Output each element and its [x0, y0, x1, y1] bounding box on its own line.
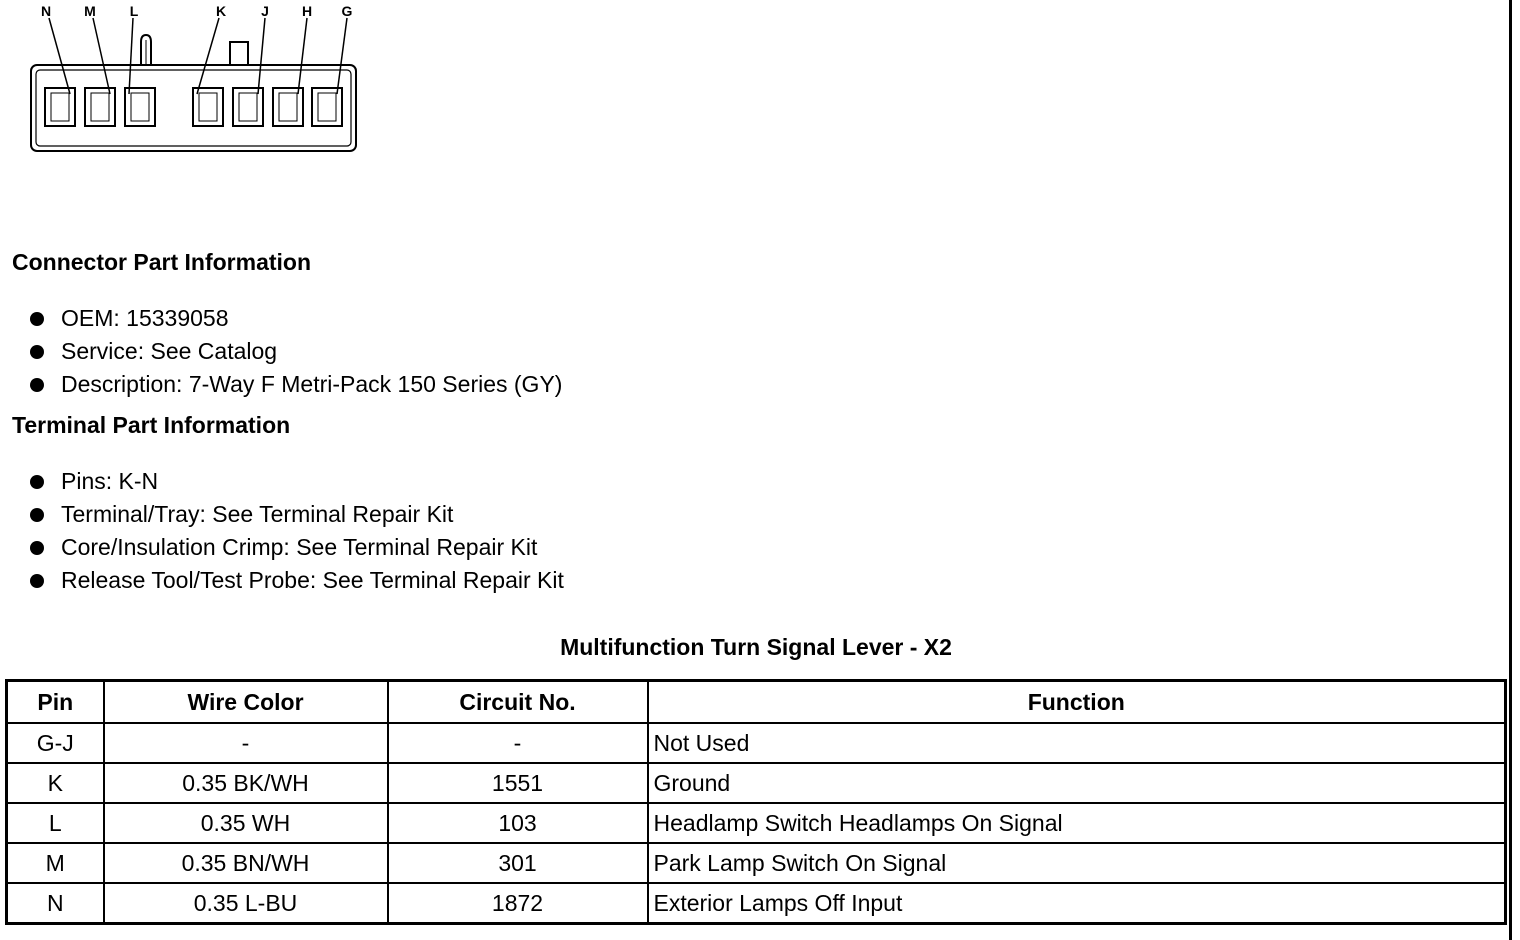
bullet-icon	[30, 312, 44, 326]
cell-wire-color: 0.35 WH	[104, 803, 388, 843]
column-header-pin: Pin	[7, 681, 104, 724]
bullet-icon	[30, 475, 44, 489]
list-item-text: Terminal/Tray: See Terminal Repair Kit	[61, 501, 454, 527]
list-item	[30, 531, 564, 564]
column-header-circuit-no: Circuit No.	[388, 681, 648, 724]
table-row	[7, 803, 1506, 843]
cell-wire-color: 0.35 L-BU	[104, 883, 388, 924]
list-item-text: Release Tool/Test Probe: See Terminal Repair Kit	[61, 567, 564, 593]
column-header-wire-color: Wire Color	[104, 681, 388, 724]
cell-function: Not Used	[648, 723, 1506, 763]
page-right-border	[1509, 0, 1512, 940]
list-item	[30, 335, 562, 368]
table-row	[7, 843, 1506, 883]
cell-function: Ground	[648, 763, 1506, 803]
cell-function: Park Lamp Switch On Signal	[648, 843, 1506, 883]
bullet-icon	[30, 541, 44, 555]
terminal-part-info-heading: Terminal Part Information	[12, 412, 291, 438]
pin-label-l: L	[129, 3, 139, 19]
table-row	[7, 763, 1506, 803]
column-header-function: Function	[648, 681, 1506, 724]
leader-n	[49, 18, 70, 94]
leader-g	[337, 18, 347, 94]
list-item	[30, 465, 564, 498]
leader-h	[298, 18, 307, 94]
cell-pin: K	[7, 763, 104, 803]
pin-label-n: N	[40, 3, 52, 19]
pin-label-g: G	[341, 3, 353, 19]
cell-circuit-no: 301	[388, 843, 648, 883]
list-item	[30, 302, 562, 335]
cell-pin: N	[7, 883, 104, 924]
cell-function: Headlamp Switch Headlamps On Signal	[648, 803, 1506, 843]
pin-label-j: J	[261, 3, 269, 19]
cell-pin: G-J	[7, 723, 104, 763]
cell-circuit-no: -	[388, 723, 648, 763]
cell-circuit-no: 103	[388, 803, 648, 843]
table-row	[7, 883, 1506, 924]
list-item	[30, 564, 564, 597]
table-row	[7, 723, 1506, 763]
list-item	[30, 368, 562, 401]
leader-l	[129, 18, 133, 94]
connector-part-info-list	[30, 302, 562, 401]
bullet-icon	[30, 345, 44, 359]
cell-pin: M	[7, 843, 104, 883]
bullet-icon	[30, 574, 44, 588]
list-item-text: Description: 7-Way F Metri-Pack 150 Series (GY)	[61, 371, 563, 397]
leader-j	[258, 18, 265, 94]
list-item-text: Service: See Catalog	[61, 338, 278, 364]
pin-label-h: H	[301, 3, 313, 19]
table-header-row	[7, 681, 1506, 724]
cell-function: Exterior Lamps Off Input	[648, 883, 1506, 924]
cell-pin: L	[7, 803, 104, 843]
pin-label-k: K	[215, 3, 227, 19]
list-item	[30, 498, 564, 531]
leader-k	[197, 18, 219, 94]
pin-label-m: M	[84, 3, 96, 19]
cell-circuit-no: 1551	[388, 763, 648, 803]
cell-wire-color: -	[104, 723, 388, 763]
list-item-text: Core/Insulation Crimp: See Terminal Repair Kit	[61, 534, 538, 560]
terminal-part-info-list	[30, 465, 564, 597]
bullet-icon	[30, 378, 44, 392]
cell-circuit-no: 1872	[388, 883, 648, 924]
cell-wire-color: 0.35 BN/WH	[104, 843, 388, 883]
connector-part-info-heading: Connector Part Information	[12, 249, 312, 275]
pinout-table	[5, 679, 1507, 925]
leader-m	[93, 18, 110, 94]
list-item-text: OEM: 15339058	[61, 305, 229, 331]
cell-wire-color: 0.35 BK/WH	[104, 763, 388, 803]
connector-diagram	[0, 0, 370, 160]
bullet-icon	[30, 508, 44, 522]
list-item-text: Pins: K-N	[61, 468, 159, 494]
table-title: Multifunction Turn Signal Lever - X2	[560, 634, 952, 660]
connector-latch	[230, 42, 248, 65]
